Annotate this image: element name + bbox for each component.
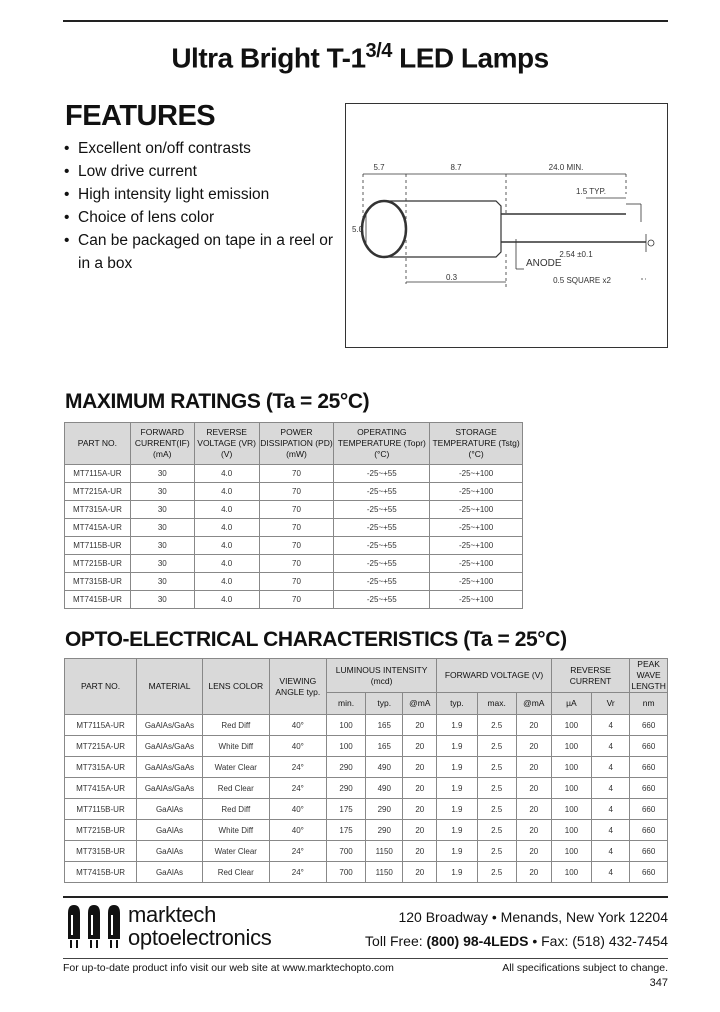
table-subheader-cell: min. — [326, 693, 365, 715]
table-subheader-cell: typ. — [366, 693, 403, 715]
table-cell: 1.9 — [437, 778, 477, 799]
table-cell: 20 — [516, 757, 551, 778]
table-row — [65, 778, 668, 799]
website-note: For up-to-date product info visit our web site at www.marktechopto.com — [63, 962, 394, 974]
logo-line-1: marktech — [128, 902, 217, 927]
table-header-cell: STORAGE TEMPERATURE (Tstg) (°C) — [430, 423, 523, 465]
table-cell: GaAlAs/GaAs — [137, 736, 203, 757]
table-cell: 1.9 — [437, 841, 477, 862]
features-heading: FEATURES — [65, 100, 216, 132]
table-cell: 175 — [326, 820, 365, 841]
spec-change-note: All specifications subject to change. — [502, 962, 668, 974]
table-cell: Water Clear — [202, 757, 269, 778]
feature-item: • Low drive current — [64, 160, 344, 183]
table-cell: 40° — [269, 736, 326, 757]
table-cell: 100 — [551, 757, 591, 778]
table-header-cell: POWER DISSIPATION (PD) (mW) — [259, 423, 334, 465]
toll-free-number: (800) 98-4LEDS — [426, 933, 529, 949]
table-cell: 165 — [366, 736, 403, 757]
table-header-cell: FORWARD CURRENT(IF) (mA) — [130, 423, 194, 465]
table-row — [65, 862, 668, 883]
table-cell: 290 — [326, 778, 365, 799]
table-cell: 660 — [630, 841, 668, 862]
table-cell: White Diff — [202, 820, 269, 841]
table-cell: 1.9 — [437, 736, 477, 757]
table-cell: 20 — [403, 778, 437, 799]
table-cell: GaAlAs — [137, 820, 203, 841]
table-cell: 20 — [516, 862, 551, 883]
table-cell: 660 — [630, 715, 668, 736]
table-cell: 40° — [269, 715, 326, 736]
table-cell: White Diff — [202, 736, 269, 757]
table-cell: 700 — [326, 862, 365, 883]
table-cell: 20 — [516, 778, 551, 799]
table-cell: 290 — [326, 757, 365, 778]
table-cell: 660 — [630, 820, 668, 841]
table-cell: 2.5 — [477, 799, 516, 820]
table-row: MT7215B-UR 30 4.0 70 -25~+55 -25~+100 — [65, 555, 523, 573]
table-cell: GaAlAs — [137, 841, 203, 862]
table-cell: 4 — [592, 841, 630, 862]
table-cell: 20 — [403, 757, 437, 778]
table-row: MT7115B-UR 30 4.0 70 -25~+55 -25~+100 — [65, 537, 523, 555]
table-cell: 490 — [366, 778, 403, 799]
table-header-row — [65, 423, 523, 465]
table-row: MT7415A-UR 30 4.0 70 -25~+55 -25~+100 — [65, 519, 523, 537]
table-row: MT7115A-UR 30 4.0 70 -25~+55 -25~+100 — [65, 465, 523, 483]
table-cell: 100 — [551, 715, 591, 736]
table-cell: 1150 — [366, 862, 403, 883]
bottom-rule — [63, 958, 668, 959]
table-cell: 20 — [516, 736, 551, 757]
table-cell: 4 — [592, 799, 630, 820]
table-cell: MT7215B-UR — [65, 820, 137, 841]
table-row — [65, 841, 668, 862]
table-cell: 100 — [551, 799, 591, 820]
table-cell: MT7415A-UR — [65, 778, 137, 799]
table-row — [65, 799, 668, 820]
table-cell: 20 — [403, 799, 437, 820]
table-cell: 2.5 — [477, 778, 516, 799]
dimension-diagram — [345, 103, 668, 348]
svg-text:0.3: 0.3 — [446, 273, 458, 282]
svg-text:8.7: 8.7 — [450, 163, 462, 172]
table-cell: MT7415B-UR — [65, 862, 137, 883]
table-cell: Red Clear — [202, 862, 269, 883]
svg-text:0.5 SQUARE x2: 0.5 SQUARE x2 — [553, 276, 611, 285]
table-cell: MT7315A-UR — [65, 757, 137, 778]
table-row — [65, 820, 668, 841]
table-cell: 290 — [366, 799, 403, 820]
table-cell: MT7215A-UR — [65, 736, 137, 757]
table-cell: 660 — [630, 862, 668, 883]
table-cell: 20 — [403, 820, 437, 841]
table-header-cell: PEAK WAVE LENGTH — [631, 659, 666, 691]
table-header-cell: VIEWING ANGLE typ. — [269, 659, 326, 715]
table-cell: 1.9 — [437, 757, 477, 778]
table-cell: MT7115A-UR — [65, 715, 137, 736]
table-cell: 1.9 — [437, 862, 477, 883]
led-outline-drawing — [346, 104, 669, 349]
table-cell: 100 — [326, 736, 365, 757]
table-cell: 490 — [366, 757, 403, 778]
table-header-cell: REVERSE CURRENT — [551, 659, 629, 693]
table-cell: MT7115B-UR — [65, 799, 137, 820]
page-number: 347 — [649, 977, 668, 989]
page-title: Ultra Bright $T-1^{3/4}$ LED Lamps — [171, 40, 549, 74]
table-header-cell: REVERSE VOLTAGE (VR) (V) — [194, 423, 259, 465]
table-cell: 4 — [592, 820, 630, 841]
top-rule — [63, 20, 668, 22]
table-cell: 660 — [630, 778, 668, 799]
opto-table — [64, 658, 668, 883]
table-cell: 20 — [516, 715, 551, 736]
table-cell: 100 — [551, 820, 591, 841]
feature-item: • Can be packaged on tape in a reel or in a box — [64, 229, 344, 275]
table-cell: 290 — [366, 820, 403, 841]
table-cell: 4 — [592, 757, 630, 778]
svg-text:1.5 TYP.: 1.5 TYP. — [576, 187, 606, 196]
table-cell: 2.5 — [477, 862, 516, 883]
table-cell: GaAlAs/GaAs — [137, 778, 203, 799]
table-cell: GaAlAs/GaAs — [137, 757, 203, 778]
features-list — [64, 137, 344, 275]
table-header-cell: FORWARD VOLTAGE (V) — [437, 659, 552, 693]
table-cell: 24° — [269, 778, 326, 799]
table-cell: 1.9 — [437, 715, 477, 736]
table-header-cell: MATERIAL — [137, 659, 203, 715]
table-cell: 100 — [551, 736, 591, 757]
table-subheader-cell: µA — [551, 693, 591, 715]
table-subheader-cell: nm — [630, 693, 668, 715]
table-cell: Red Diff — [202, 799, 269, 820]
table-header-row — [65, 659, 668, 693]
svg-text:24.0 MIN.: 24.0 MIN. — [548, 163, 584, 172]
svg-text:2.54 ±0.1: 2.54 ±0.1 — [559, 250, 593, 259]
table-cell: 1.9 — [437, 799, 477, 820]
table-cell: GaAlAs/GaAs — [137, 715, 203, 736]
table-cell: 1.9 — [437, 820, 477, 841]
footer-rule — [63, 896, 668, 898]
table-cell: 20 — [403, 715, 437, 736]
table-cell: Red Diff — [202, 715, 269, 736]
led-logo-icon — [66, 903, 124, 948]
table-cell: 165 — [366, 715, 403, 736]
max-ratings-heading: MAXIMUM RATINGS (Ta = 25°C) — [65, 390, 370, 413]
table-header-cell: LENS COLOR — [202, 659, 269, 715]
company-address: 120 Broadway • Menands, New York 12204 — [398, 909, 668, 925]
logo-mark — [66, 903, 124, 948]
table-header-cell: OPERATING TEMPERATURE (Topr) (°C) — [334, 423, 430, 465]
table-cell: Water Clear — [202, 841, 269, 862]
table-cell: 660 — [630, 799, 668, 820]
table-row — [65, 715, 668, 736]
table-cell: 100 — [551, 862, 591, 883]
table-subheader-cell: @mA — [516, 693, 551, 715]
svg-text:ANODE: ANODE — [526, 258, 562, 269]
max-ratings-table — [64, 422, 523, 609]
contact-numbers: Toll Free: (800) 98-4LEDS • Fax: (518) 432-7454 — [365, 933, 668, 949]
table-cell: 100 — [551, 778, 591, 799]
feature-item: • High intensity light emission — [64, 183, 344, 206]
table-cell: 4 — [592, 862, 630, 883]
table-subheader-cell: Vr — [592, 693, 630, 715]
table-cell: 4 — [592, 778, 630, 799]
table-cell: 20 — [403, 862, 437, 883]
table-header-cell: LUMINOUS INTENSITY (mcd) — [326, 659, 436, 693]
table-cell: MT7315B-UR — [65, 841, 137, 862]
logo-line-2: optoelectronics — [128, 925, 272, 950]
table-cell: 2.5 — [477, 841, 516, 862]
table-cell: 175 — [326, 799, 365, 820]
table-cell: 1150 — [366, 841, 403, 862]
table-cell: 20 — [516, 799, 551, 820]
table-cell: 24° — [269, 757, 326, 778]
table-cell: 20 — [403, 736, 437, 757]
table-row: MT7315A-UR 30 4.0 70 -25~+55 -25~+100 — [65, 501, 523, 519]
table-row — [65, 757, 668, 778]
table-cell: 24° — [269, 862, 326, 883]
table-cell: 4 — [592, 736, 630, 757]
table-cell: 700 — [326, 841, 365, 862]
table-subheader-cell: max. — [477, 693, 516, 715]
table-subheader-cell: @mA — [403, 693, 437, 715]
table-cell: 100 — [551, 841, 591, 862]
table-cell: 100 — [326, 715, 365, 736]
feature-item: • Choice of lens color — [64, 206, 344, 229]
table-header-cell: PART NO. — [65, 423, 131, 465]
table-header-cell: PART NO. — [65, 659, 137, 715]
svg-text:5.0: 5.0 — [352, 225, 364, 234]
table-cell: 20 — [516, 820, 551, 841]
table-row: MT7315B-UR 30 4.0 70 -25~+55 -25~+100 — [65, 573, 523, 591]
table-cell: 2.5 — [477, 736, 516, 757]
svg-text:5.7: 5.7 — [373, 163, 385, 172]
table-cell: 4 — [592, 715, 630, 736]
table-cell: 2.5 — [477, 757, 516, 778]
table-cell: 20 — [516, 841, 551, 862]
feature-item: • Excellent on/off contrasts — [64, 137, 344, 160]
table-cell: 20 — [403, 841, 437, 862]
table-cell: 40° — [269, 799, 326, 820]
table-row: MT7215A-UR 30 4.0 70 -25~+55 -25~+100 — [65, 483, 523, 501]
table-row — [65, 736, 668, 757]
table-cell: 24° — [269, 841, 326, 862]
table-row: MT7415B-UR 30 4.0 70 -25~+55 -25~+100 — [65, 591, 523, 609]
table-cell: GaAlAs — [137, 799, 203, 820]
table-cell: 2.5 — [477, 715, 516, 736]
table-cell: Red Clear — [202, 778, 269, 799]
table-cell: GaAlAs — [137, 862, 203, 883]
opto-heading: OPTO-ELECTRICAL CHARACTERISTICS (Ta = 25°C) — [65, 628, 567, 651]
table-cell: 660 — [630, 736, 668, 757]
table-subheader-cell: typ. — [437, 693, 477, 715]
table-cell: 660 — [630, 757, 668, 778]
opto-table-body — [65, 715, 668, 883]
company-logo-text — [128, 903, 271, 949]
table-cell: 2.5 — [477, 820, 516, 841]
table-cell: 40° — [269, 820, 326, 841]
title-fraction: 3/4 — [365, 40, 392, 62]
